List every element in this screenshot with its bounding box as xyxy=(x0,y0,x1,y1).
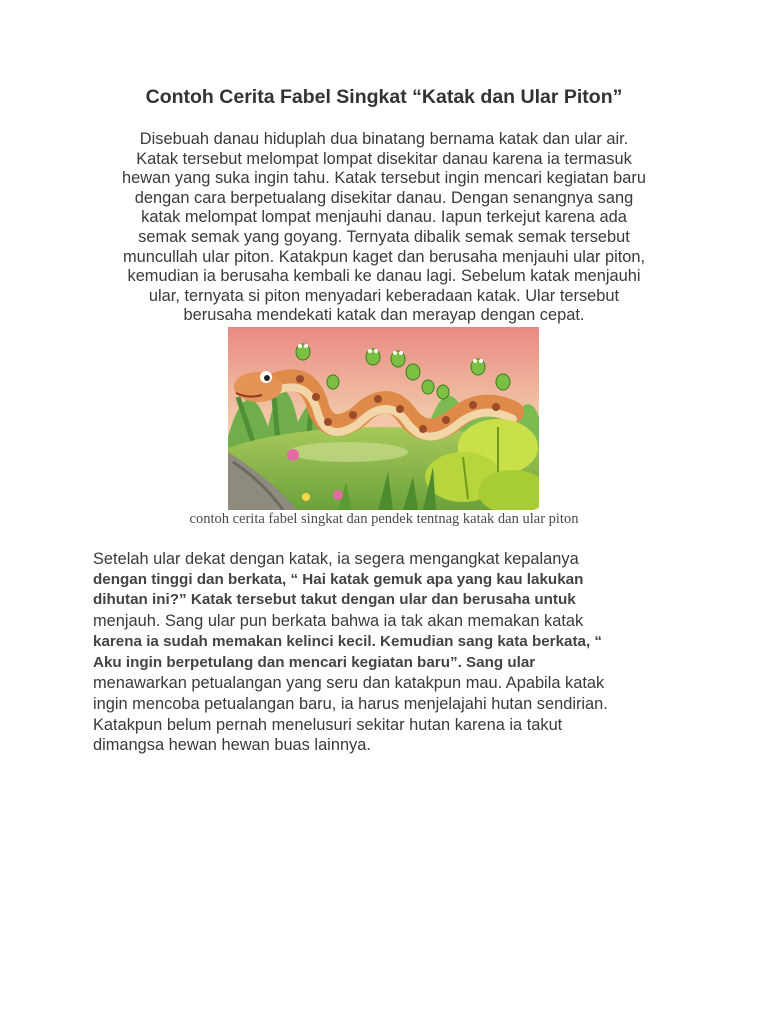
intro-paragraph xyxy=(90,130,678,326)
story-line: dihutan ini?” Katak tersebut takut dengan ular dan berusaha untuk xyxy=(93,591,576,609)
story-line: karena ia sudah memakan kelinci kecil. Kemudian sang kata berkata, “ xyxy=(93,632,603,650)
story-line: Aku ingin berpetulang dan mencari kegiatan baru”. Sang ular xyxy=(93,653,536,671)
intro-line: berusaha mendekati katak dan merayap dengan cepat. xyxy=(183,306,585,325)
intro-line: semak semak yang goyang. Ternyata dibalik semak semak tersebut xyxy=(138,227,630,246)
document-title: Contoh Cerita Fabel Singkat “Katak dan Ular Piton” xyxy=(145,86,623,108)
intro-line: ular, ternyata si piton menyadari keberadaan katak. Ular tersebut xyxy=(148,286,620,305)
story-paragraph xyxy=(93,549,693,756)
intro-line: dengan cara berpetualang disekitar danau. Dengan senangnya sang xyxy=(134,188,634,207)
intro-line: kemudian ia berusaha kembali ke danau lagi. Sebelum katak menjauhi xyxy=(127,267,641,286)
story-line: dengan tinggi dan berkata, “ Hai katak gemuk apa yang kau lakukan xyxy=(93,570,584,588)
story-line: ingin mencoba petualangan baru, ia harus menjelajahi hutan sendirian. xyxy=(93,694,608,713)
intro-line: muncullah ular piton. Katakpun kaget dan berusaha menjauhi ular piton, xyxy=(122,247,646,266)
story-line: Setelah ular dekat dengan katak, ia segera mengangkat kepalanya xyxy=(93,550,579,568)
frog-and-python-illustration xyxy=(228,327,539,510)
image-caption: contoh cerita fabel singkat dan pendek tentnag katak dan ular piton xyxy=(189,511,579,527)
story-line: menawarkan petualangan yang seru dan katakpun mau. Apabila katak xyxy=(93,674,605,693)
intro-line: Katak tersebut melompat lompat disekitar danau karena ia termasuk xyxy=(136,149,632,168)
intro-line: hewan yang suka ingin tahu. Katak tersebut ingin mencari kegiatan baru xyxy=(122,169,646,188)
intro-line: Disebuah danau hiduplah dua binatang bernama katak dan ular air. xyxy=(139,130,629,148)
story-line: menjauh. Sang ular pun berkata bahwa ia tak akan memakan katak xyxy=(93,612,584,631)
story-line: dimangsa hewan hewan buas lainnya. xyxy=(93,736,371,755)
story-line: Katakpun belum pernah menelusuri sekitar hutan karena ia takut xyxy=(93,715,563,734)
intro-line: katak melompat lompat menjauhi danau. Iapun terkejut karena ada xyxy=(141,208,627,227)
